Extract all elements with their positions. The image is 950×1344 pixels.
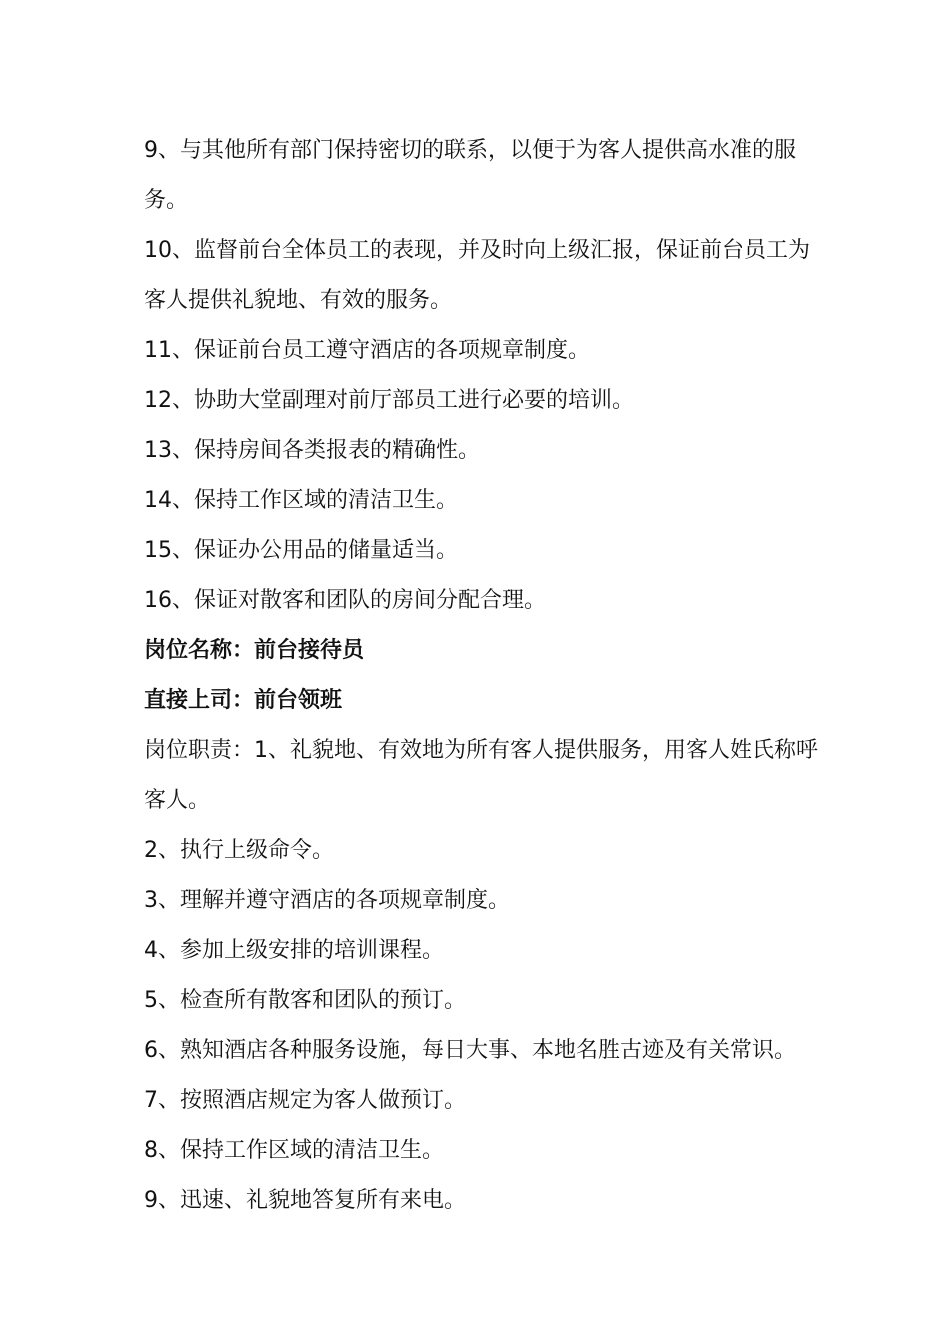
responsibility-item-7: 7、按照酒店规定为客人做预订。 bbox=[144, 1088, 466, 1113]
responsibility-item-5: 5、检查所有散客和团队的预订。 bbox=[144, 988, 466, 1013]
duty-item-10-line-2: 客人提供礼貌地、有效的服务。 bbox=[144, 288, 453, 313]
duty-item-9-line-1: 9、与其他所有部门保持密切的联系，以便于为客人提供高水准的服 bbox=[144, 138, 796, 163]
duty-item-9-line-2: 务。 bbox=[144, 188, 189, 213]
duty-item-14: 14、保持工作区域的清洁卫生。 bbox=[144, 488, 458, 513]
duty-item-11: 11、保证前台员工遵守酒店的各项规章制度。 bbox=[144, 338, 590, 363]
position-title-heading: 岗位名称：前台接待员 bbox=[144, 638, 365, 663]
responsibility-item-1-line-2: 客人。 bbox=[144, 788, 211, 813]
duty-item-16: 16、保证对散客和团队的房间分配合理。 bbox=[144, 588, 546, 613]
responsibility-item-9: 9、迅速、礼貌地答复所有来电。 bbox=[144, 1188, 466, 1213]
document-body bbox=[144, 126, 818, 1226]
responsibility-item-6: 6、熟知酒店各种服务设施，每日大事、本地名胜古迹及有关常识。 bbox=[144, 1038, 796, 1063]
duty-item-13: 13、保持房间各类报表的精确性。 bbox=[144, 438, 480, 463]
responsibility-item-2: 2、执行上级命令。 bbox=[144, 838, 334, 863]
responsibility-item-1-line-1: 岗位职责：1、礼貌地、有效地为所有客人提供服务，用客人姓氏称呼 bbox=[144, 738, 818, 763]
direct-supervisor-heading: 直接上司：前台领班 bbox=[144, 688, 343, 713]
responsibility-item-3: 3、理解并遵守酒店的各项规章制度。 bbox=[144, 888, 510, 913]
duty-item-10-line-1: 10、监督前台全体员工的表现，并及时向上级汇报，保证前台员工为 bbox=[144, 238, 810, 263]
duty-item-15: 15、保证办公用品的储量适当。 bbox=[144, 538, 458, 563]
responsibility-item-8: 8、保持工作区域的清洁卫生。 bbox=[144, 1138, 444, 1163]
responsibility-item-4: 4、参加上级安排的培训课程。 bbox=[144, 938, 444, 963]
duty-item-12: 12、协助大堂副理对前厅部员工进行必要的培训。 bbox=[144, 388, 634, 413]
